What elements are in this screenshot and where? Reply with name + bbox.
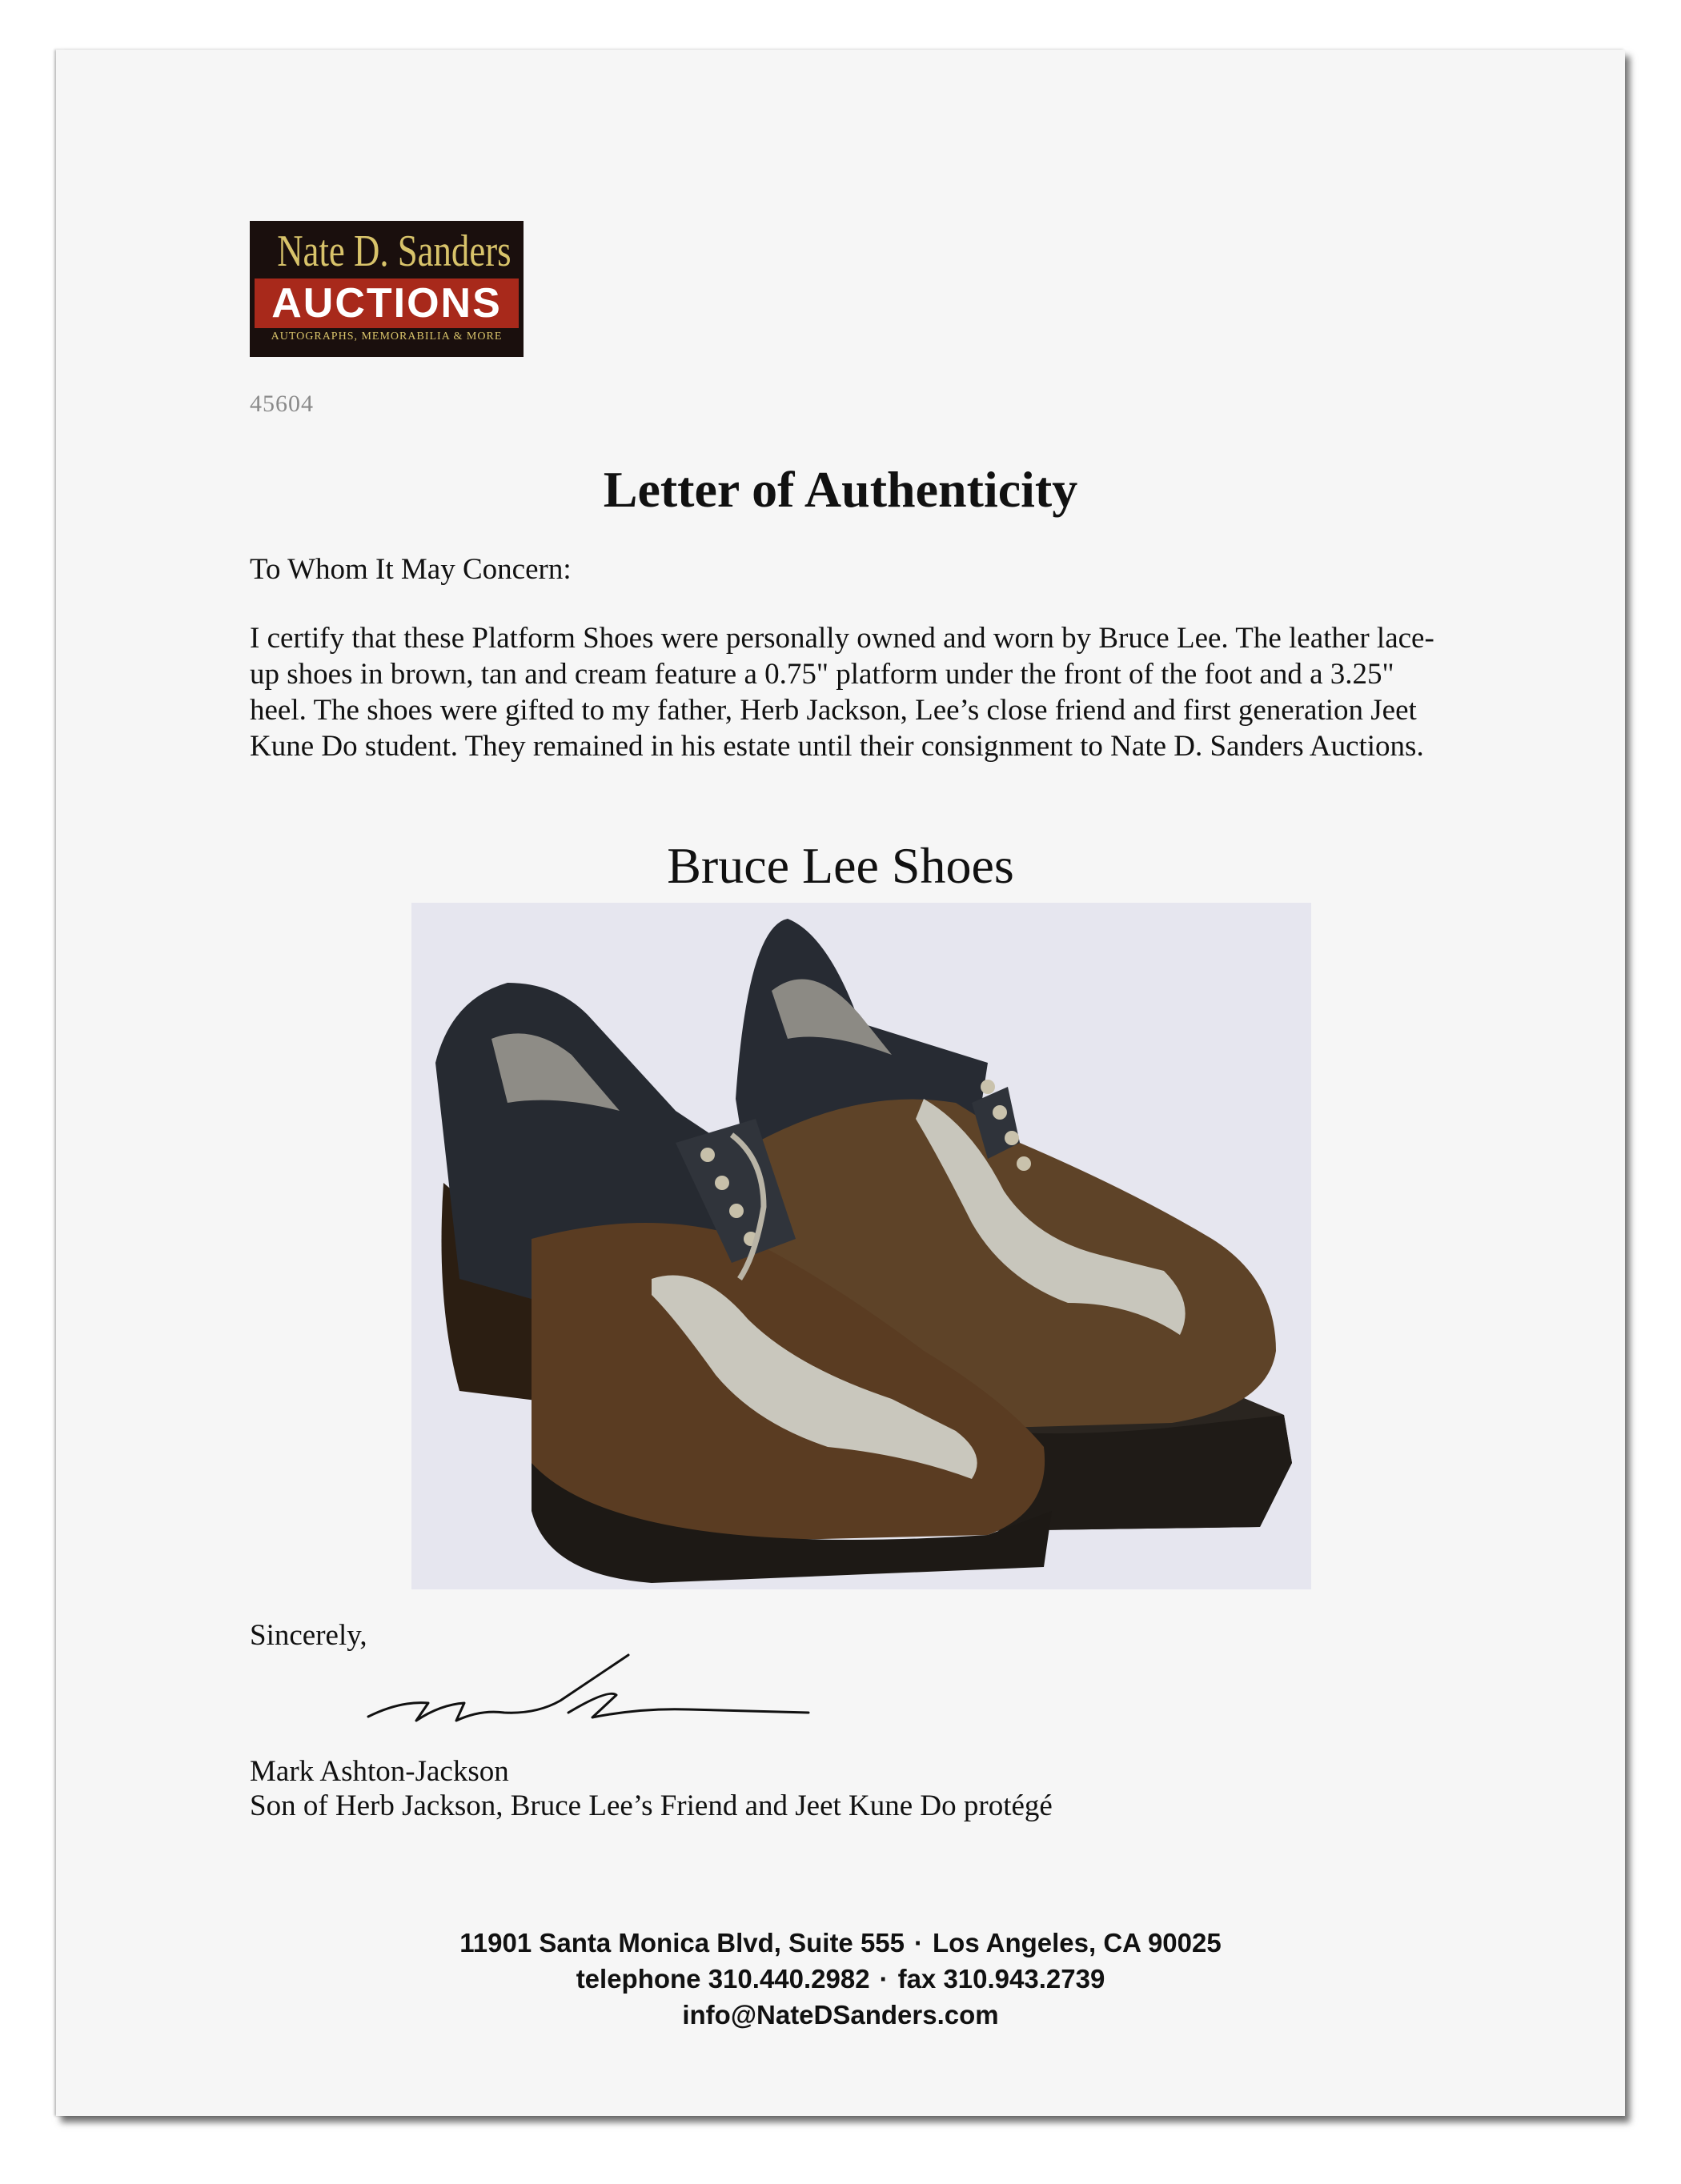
footer-separator: · <box>879 1964 889 1994</box>
footer-address-line <box>0 1925 1681 1961</box>
footer-separator: · <box>914 1928 924 1958</box>
footer-city: Los Angeles, CA 90025 <box>933 1928 1222 1958</box>
closing: Sincerely, <box>250 1619 367 1652</box>
photo-caption: Bruce Lee Shoes <box>667 837 1014 894</box>
signer-title: Son of Herb Jackson, Bruce Lee’s Friend and Jeet Kune Do protégé <box>250 1789 1053 1822</box>
footer-street: 11901 Santa Monica Blvd, Suite 555 <box>459 1928 905 1958</box>
auction-house-logo <box>250 221 524 357</box>
reference-number: 45604 <box>250 391 314 417</box>
letter-body: I certify that these Platform Shoes were personally owned and worn by Bruce Lee. The leather lace-up shoes in brown, tan and cream feature a 0.75" platform under the front of the foot and a 3.25" heel. The shoes were gifted to my father, Herb Jackson, Lee’s close friend and first generation Jeet Kune Do student. They remained in his estate until their consignment to Nate D. Sanders Auctions. <box>250 622 1434 763</box>
logo-name: Nate D. Sanders <box>277 226 512 276</box>
shoes-photo <box>411 903 1311 1589</box>
salutation: To Whom It May Concern: <box>250 553 572 586</box>
letterhead-footer <box>0 1925 1681 2033</box>
handwritten-signature <box>352 1641 816 1737</box>
footer-email: info@NateDSanders.com <box>682 2000 999 2030</box>
footer-telephone: telephone 310.440.2982 <box>576 1964 870 1994</box>
letter-title: Letter of Authenticity <box>603 461 1078 518</box>
logo-tagline: AUTOGRAPHS, MEMORABILIA & MORE <box>271 331 503 343</box>
footer-phone-line <box>0 1961 1681 1997</box>
logo-auctions: AUCTIONS <box>255 279 519 328</box>
signer-name: Mark Ashton-Jackson <box>250 1755 509 1788</box>
footer-fax: fax 310.943.2739 <box>897 1964 1105 1994</box>
